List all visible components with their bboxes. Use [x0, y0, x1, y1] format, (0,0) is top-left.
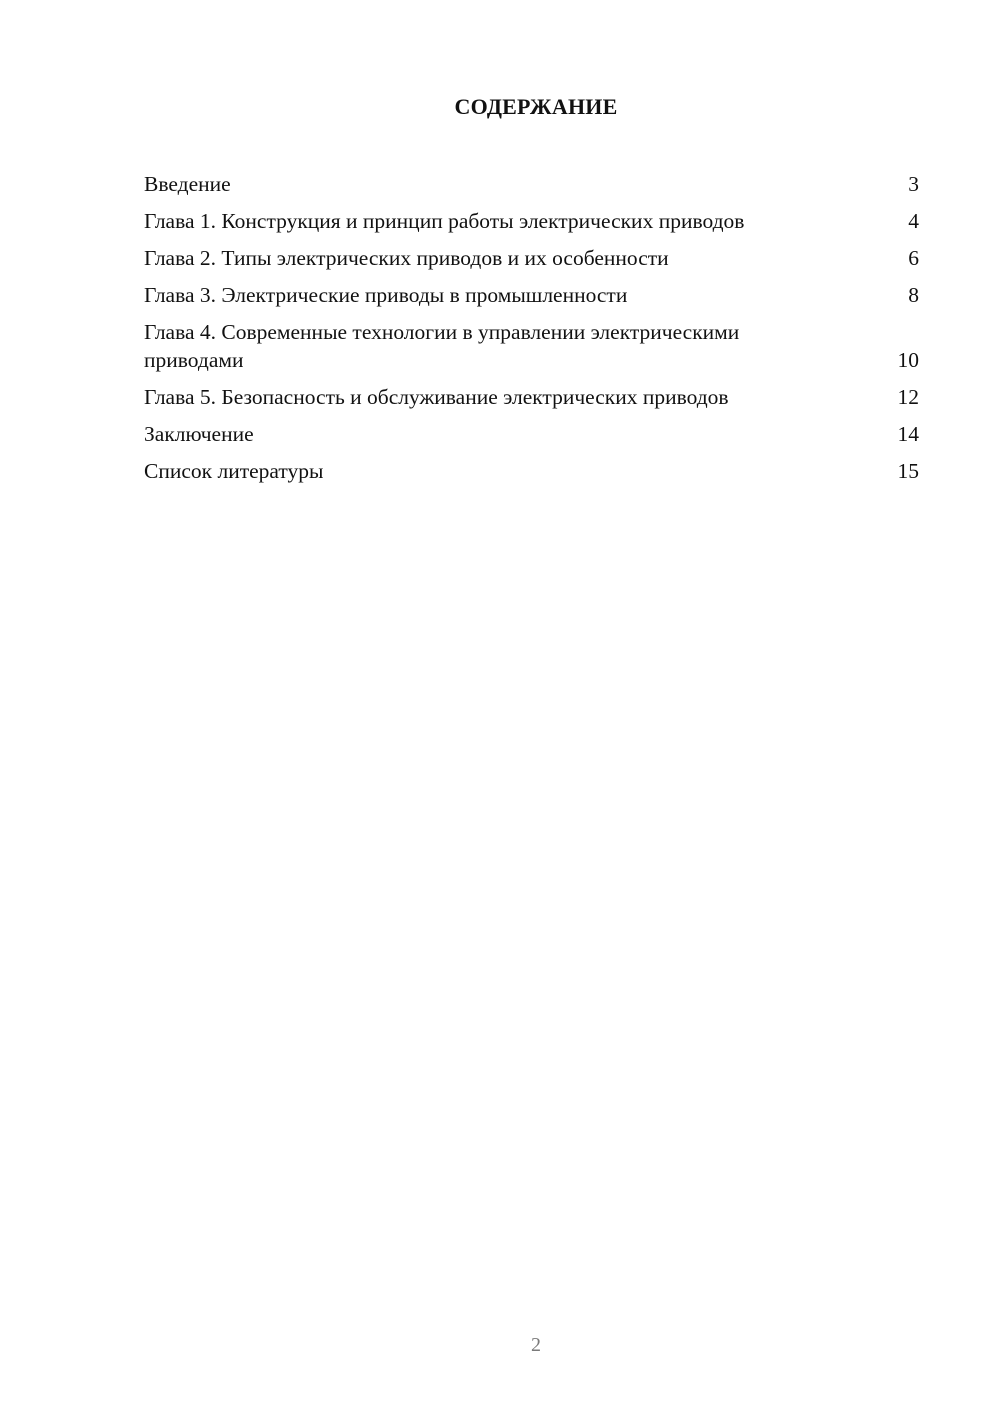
toc-entry-page: 14 [897, 422, 919, 446]
toc-entry-conclusion [144, 420, 919, 448]
toc-entry-text: Глава 3. Электрические приводы в промышленности [144, 283, 628, 307]
toc-entry-page: 10 [897, 348, 919, 372]
page-number: 2 [531, 1334, 541, 1356]
toc-entry-chapter-4 [144, 318, 919, 374]
toc-entry-introduction [144, 170, 919, 198]
toc-entry-text: Глава 4. Современные технологии в управлении электрическими приводами [144, 320, 740, 372]
toc-entry-page: 12 [897, 385, 919, 409]
toc-entry-references [144, 457, 919, 485]
toc-entry-page: 4 [908, 209, 919, 233]
toc-entry-text: Введение [144, 172, 231, 196]
table-of-contents [144, 170, 919, 494]
toc-entry-page: 3 [908, 172, 919, 196]
toc-entry-chapter-5 [144, 383, 919, 411]
toc-entry-text: Список литературы [144, 459, 324, 483]
toc-entry-chapter-2 [144, 244, 919, 272]
toc-entry-chapter-1 [144, 207, 919, 235]
toc-entry-text: Заключение [144, 422, 254, 446]
page-title: СОДЕРЖАНИЕ [454, 94, 618, 119]
toc-entry-page: 15 [897, 459, 919, 483]
toc-entry-page: 6 [908, 246, 919, 270]
toc-entry-text: Глава 2. Типы электрических приводов и их особенности [144, 246, 669, 270]
toc-entry-page: 8 [908, 283, 919, 307]
toc-entry-chapter-3 [144, 281, 919, 309]
toc-entry-text: Глава 5. Безопасность и обслуживание электрических приводов [144, 385, 729, 409]
toc-entry-text: Глава 1. Конструкция и принцип работы электрических приводов [144, 209, 745, 233]
